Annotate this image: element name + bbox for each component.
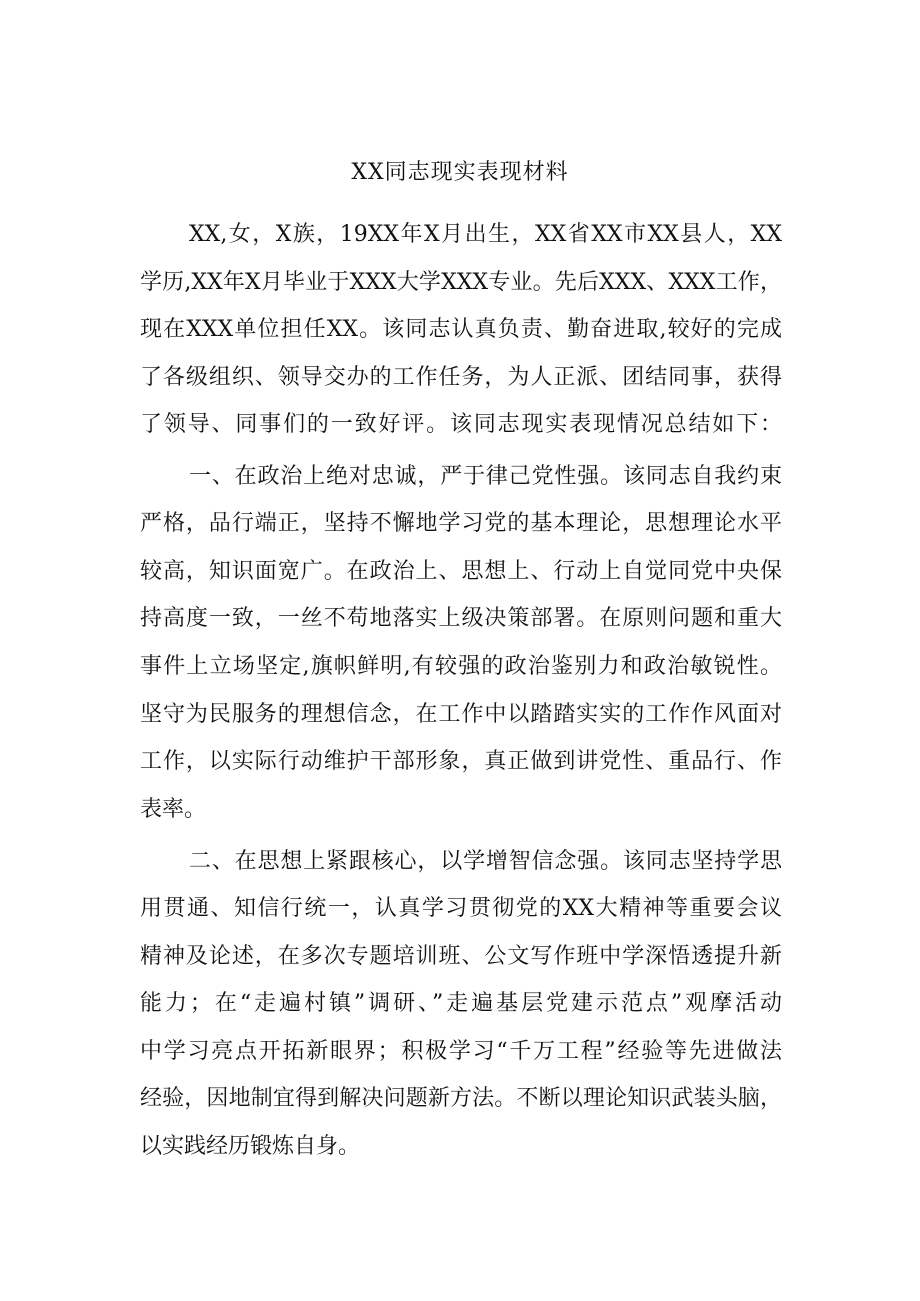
paragraph-3-line-7: 以实践经历锻炼自身。 (140, 1134, 361, 1159)
paragraph-1-line-2: 学历,XX年X月毕业于XXX大学XXX专业。先后XXX、XXX工作， (140, 270, 782, 295)
paragraph-2-line-3: 较高，知识面宽广。在政治上、思想上、行动上自觉同党中央保 (140, 559, 782, 584)
paragraph-2-line-4: 持高度一致，一丝不苟地落实上级决策部署。在原则问题和重大 (140, 606, 782, 631)
paragraph-3-line-3: 精神及论述，在多次专题培训班、公文写作班中学深悟透提升新 (140, 944, 782, 969)
paragraph-1-line-3: 现在XXX单位担任XX。该同志认真负责、勤奋进取,较好的完成 (140, 317, 782, 342)
paragraph-3-line-4: 能力；在“走遍村镇”调研、”走遍基层党建示范点”观摩活动 (140, 991, 782, 1016)
paragraph-1-line-1: XX,女，X族，19XX年X月出生，XX省XX市XX县人，XX (189, 222, 782, 247)
paragraph-3-line-1: 二、在思想上紧跟核心，以学增智信念强。该同志坚持学思 (189, 849, 782, 874)
paragraph-2-line-2: 严格，品行端正，坚持不懈地学习党的基本理论，思想理论水平 (140, 511, 782, 536)
document-title: XX同志现实表现材料 (351, 160, 569, 185)
paragraph-3-line-5: 中学习亮点开拓新眼界；积极学习“千万工程”经验等先进做法 (140, 1039, 782, 1064)
paragraph-3-line-2: 用贯通、知信行统一，认真学习贯彻党的XX大精神等重要会议 (140, 896, 782, 921)
paragraph-2-line-6: 坚守为民服务的理想信念，在工作中以踏踏实实的工作作风面对 (140, 702, 782, 727)
paragraph-2-line-7: 工作，以实际行动维护干部形象，真正做到讲党性、重品行、作 (140, 749, 782, 774)
paragraph-2-line-1: 一、在政治上绝对忠诚，严于律己党性强。该同志自我约束 (189, 464, 782, 489)
paragraph-1-line-4: 了各级组织、领导交办的工作任务，为人正派、团结同事，获得 (140, 365, 782, 390)
paragraph-1-line-5: 了领导、同事们的一致好评。该同志现实表现情况总结如下： (140, 412, 782, 437)
paragraph-2-line-8: 表率。 (140, 797, 207, 822)
paragraph-3-line-6: 经验，因地制宜得到解决问题新方法。不断以理论知识武装头脑， (140, 1086, 782, 1111)
paragraph-2-line-5: 事件上立场坚定,旗帜鲜明,有较强的政治鉴别力和政治敏锐性。 (140, 654, 782, 679)
